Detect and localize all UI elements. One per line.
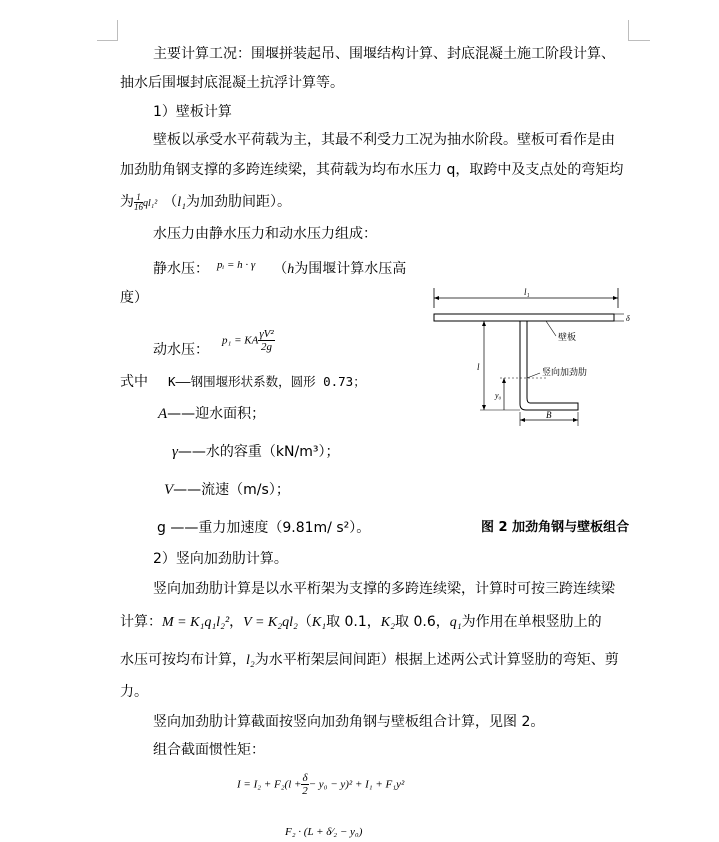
text-line-static-pressure bbox=[153, 259, 406, 280]
text-line-wall-plate-1: 壁板以承受水平荷载为主，其最不利受力工况为抽水阶段。壁板可看作是由 bbox=[153, 132, 615, 148]
text-open-paren-2: （ bbox=[273, 261, 288, 277]
text-line-wall-plate-2: 加劲肋角钢支撑的多跨连续梁，其荷载为均布水压力 q，取跨中及支点处的弯矩均 bbox=[120, 162, 624, 178]
fraction-dynamic-denominator: 2g bbox=[260, 341, 272, 353]
fraction-one-sixteenth bbox=[134, 193, 143, 212]
text-l2-definition: 为水平桁架层间间距）根据上述两公式计算竖肋的弯矩、剪 bbox=[254, 652, 619, 668]
text-wei: 为 bbox=[120, 194, 134, 210]
text-k-definition: K——钢围堰形状系数，圆形 0.73； bbox=[168, 374, 366, 389]
symbol-K2: K₂ bbox=[380, 615, 396, 630]
crop-mark-top-right-horizontal bbox=[628, 40, 650, 41]
symbol-K1: K₁ bbox=[311, 615, 327, 630]
text-line-main-cases: 主要计算工况：围堰拼装起吊、围堰结构计算、封底混凝土施工阶段计算、 bbox=[153, 46, 615, 62]
figure-label-l: l bbox=[477, 362, 480, 372]
formula-inertia-part-b: − y₀ − y)² + I₁ + F₁y² bbox=[308, 778, 405, 791]
symbol-l2: l₂ bbox=[246, 653, 255, 668]
figure-label-vertical-stiffener: 竖向加劲肋 bbox=[542, 368, 588, 378]
text-comma: ， bbox=[229, 614, 244, 630]
fraction-dynamic bbox=[258, 328, 274, 353]
text-open-paren-3: （ bbox=[297, 614, 312, 630]
figure-label-B: B bbox=[546, 410, 552, 420]
text-stiffener-spacing: 为加劲肋间距）。 bbox=[186, 194, 292, 210]
formula-dynamic-pressure bbox=[222, 328, 275, 353]
text-line-area-definition bbox=[158, 404, 265, 424]
text-uniform-pressure: 水压可按均布计算， bbox=[120, 652, 246, 668]
figure-label-delta: δ bbox=[626, 314, 630, 323]
text-line-gravity-definition: g ——重力加速度（9.81m/ s²）。 bbox=[157, 520, 371, 536]
fraction-numerator: 1 bbox=[134, 193, 143, 203]
fraction-denominator: 16 bbox=[134, 201, 143, 212]
symbol-A: A bbox=[158, 406, 168, 422]
text-line-inertia: 组合截面惯性矩： bbox=[153, 742, 265, 758]
fraction-delta-half bbox=[301, 772, 308, 797]
formula-static-pressure: pᵢ = h · γ bbox=[217, 259, 256, 271]
text-line-composite-section: 竖向加劲肋计算截面按竖向加劲角钢与壁板组合计算，见图 2。 bbox=[153, 714, 545, 730]
formula-inertia-part-a: I = I₂ + F₂(l + bbox=[237, 778, 302, 791]
text-line-static-pressure-cont: 度） bbox=[120, 290, 148, 306]
text-gamma-definition: ——水的容重（kN/m³）； bbox=[177, 444, 340, 460]
text-line-where-k bbox=[120, 372, 366, 392]
text-line-water-pressure: 水压力由静水压力和动水压力组成： bbox=[153, 226, 377, 242]
formula-shear: V = K₂ql₂ bbox=[243, 615, 298, 630]
text-k1-value: 取 0.1， bbox=[326, 614, 381, 630]
figure-label-l1: l₁ bbox=[524, 287, 530, 297]
fraction-delta-denominator: 2 bbox=[302, 785, 308, 797]
formula-ql1-squared: ql₁² bbox=[143, 198, 158, 209]
fraction-dynamic-numerator: γV² bbox=[259, 328, 274, 340]
text-open-paren: （ bbox=[163, 194, 178, 210]
text-line-main-cases-cont: 抽水后围堰封底混凝土抗浮计算等。 bbox=[120, 75, 344, 91]
text-line-stiffener-1: 竖向加劲肋计算是以水平桁架为支撑的多跨连续梁，计算时可按三跨连续梁 bbox=[153, 581, 615, 597]
text-q1-definition: 为作用在单根竖肋上的 bbox=[461, 614, 602, 630]
text-line-velocity-definition bbox=[164, 480, 290, 500]
symbol-l1: l₁ bbox=[177, 195, 187, 210]
text-k2-value: 取 0.6， bbox=[395, 614, 450, 630]
text-line-stiffener-4: 力。 bbox=[120, 684, 148, 700]
text-line-stiffener-2 bbox=[120, 612, 602, 633]
text-compute: 计算： bbox=[120, 614, 162, 630]
formula-inertia bbox=[237, 772, 404, 797]
label-static-pressure: 静水压： bbox=[153, 261, 209, 277]
text-velocity-definition: ——流速（m/s）； bbox=[173, 482, 290, 498]
figure-label-wall-plate: 壁板 bbox=[558, 333, 577, 343]
formula-bottom-partial: F₂ · (L + δ⁄₂ − y₀) bbox=[285, 826, 363, 838]
formula-moment: M = K₁q₁l₂² bbox=[162, 615, 230, 630]
text-area-definition: ——迎水面积； bbox=[167, 406, 266, 422]
section-heading-wall-plate: 1）壁板计算 bbox=[153, 104, 232, 120]
text-cofferdam-head: 为围堰计算水压高 bbox=[294, 261, 407, 277]
symbol-h: h bbox=[287, 262, 295, 277]
symbol-gamma: γ bbox=[172, 444, 178, 460]
text-line-gamma-definition bbox=[172, 442, 339, 462]
fraction-delta-numerator: δ bbox=[302, 772, 308, 784]
crop-mark-top-left-horizontal bbox=[97, 40, 118, 41]
figure-stiffener-angle-wall-plate bbox=[428, 286, 628, 426]
figure-label-y0: y₀ bbox=[495, 391, 502, 400]
formula-dynamic-lhs: p₁ = KA bbox=[222, 334, 259, 347]
text-line-stiffener-3 bbox=[120, 650, 619, 671]
crop-mark-top-right-vertical bbox=[628, 20, 629, 40]
text-line-dynamic-pressure: 动水压： bbox=[153, 342, 209, 358]
figure-caption: 图 2 加劲角钢与壁板组合 bbox=[481, 520, 630, 535]
text-where: 式中 bbox=[120, 374, 148, 390]
text-line-wall-plate-3 bbox=[120, 192, 291, 214]
symbol-q1: q₁ bbox=[449, 615, 462, 630]
section-heading-vertical-stiffener: 2）竖向加劲肋计算。 bbox=[153, 551, 288, 567]
crop-mark-top-left-vertical bbox=[117, 20, 118, 40]
symbol-V: V bbox=[164, 482, 174, 498]
